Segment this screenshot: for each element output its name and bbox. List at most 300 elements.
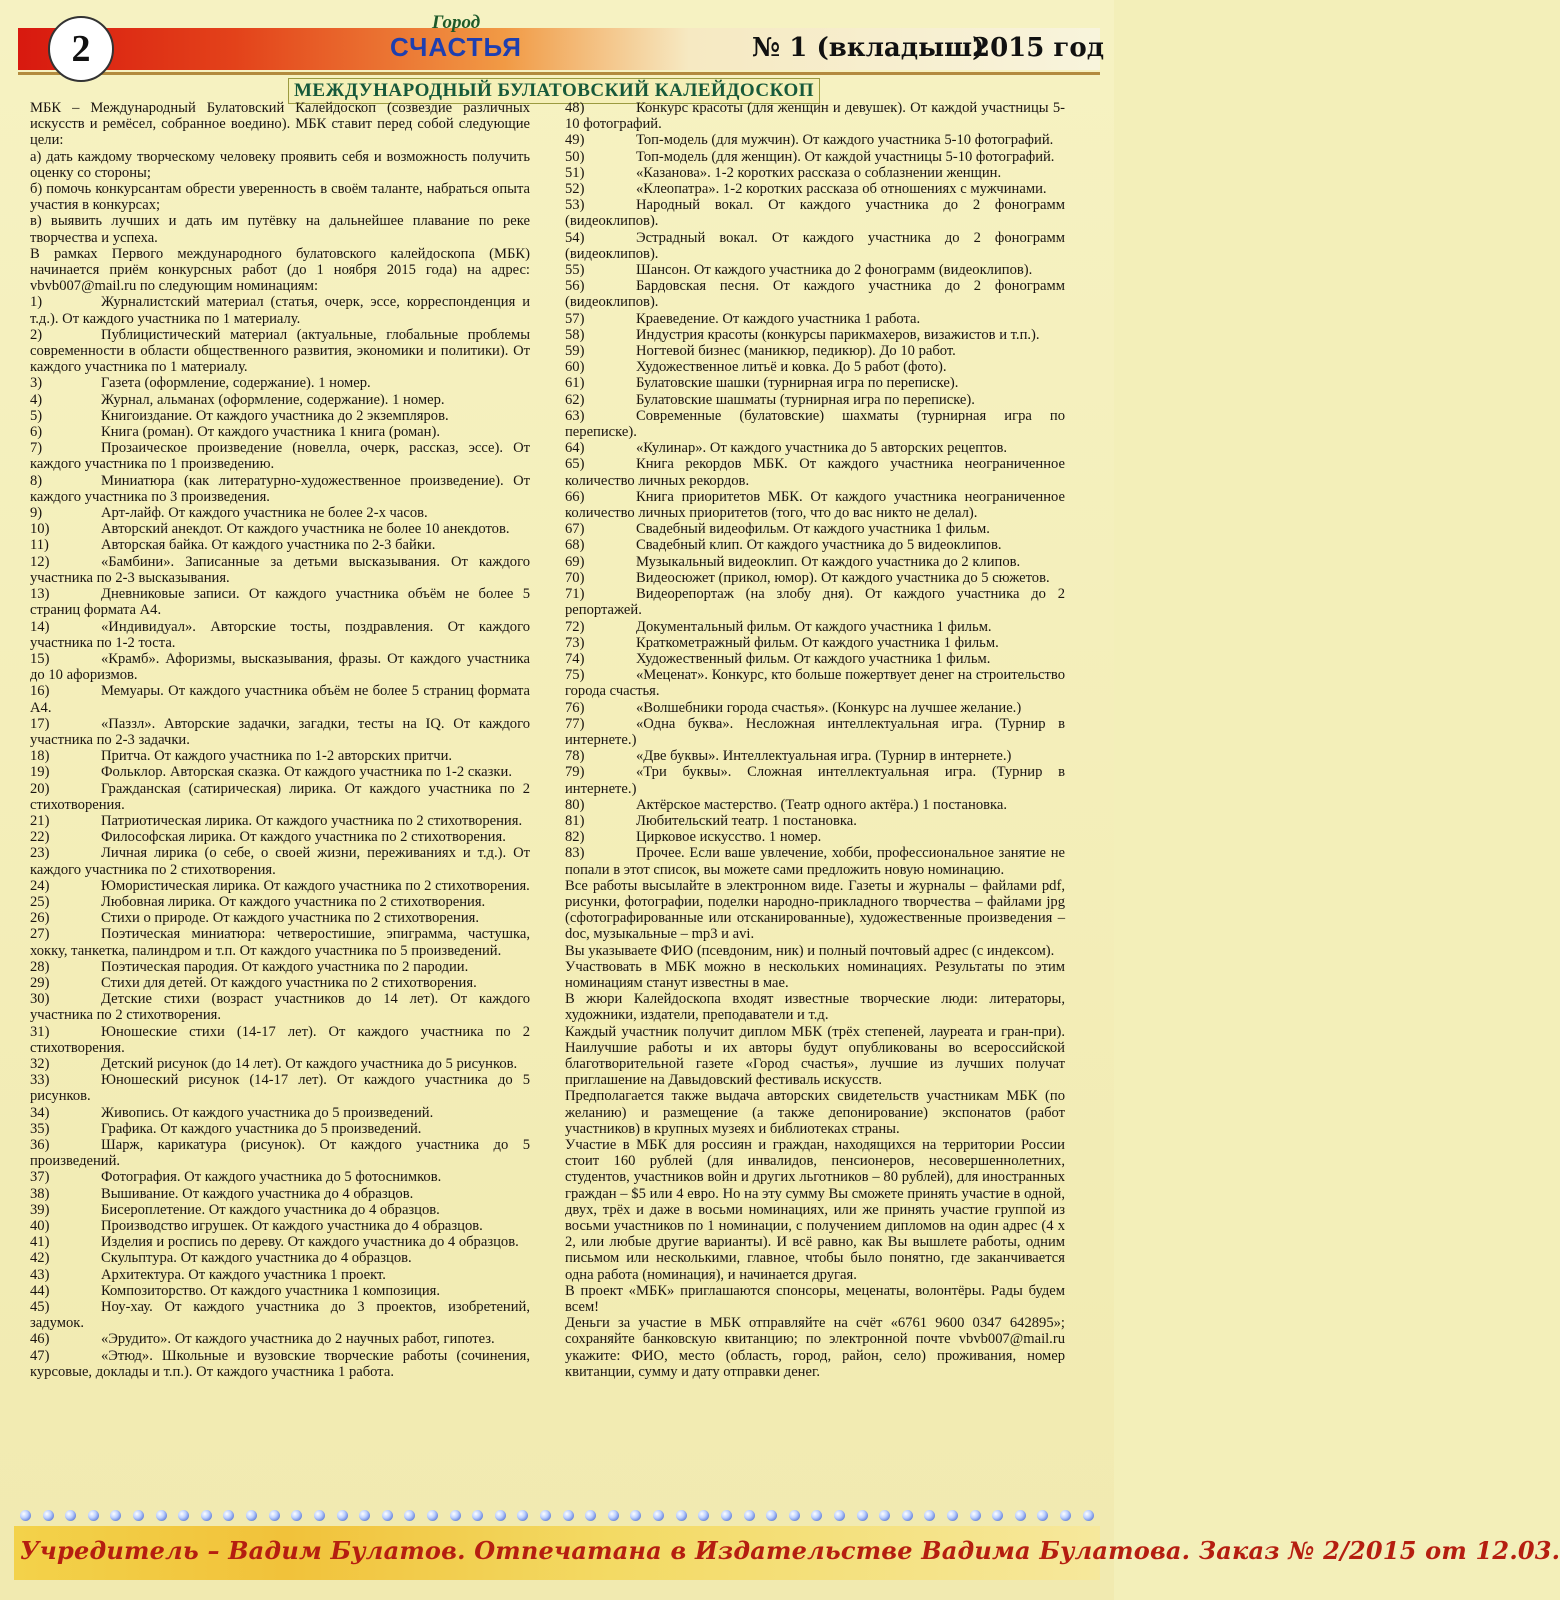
nomination-number: 83) xyxy=(565,845,585,862)
decorative-dot xyxy=(1015,1510,1026,1521)
left-column xyxy=(30,100,530,1380)
nomination-number: 1) xyxy=(30,294,43,311)
nomination-number: 9) xyxy=(30,505,43,522)
nomination-item xyxy=(565,197,1065,229)
nomination-item xyxy=(565,408,1065,440)
nomination-number: 48) xyxy=(565,100,585,116)
nomination-text: «Крамб». Афоризмы, высказывания, фразы. От каждого участника до 10 афоризмов. xyxy=(30,650,530,684)
nomination-list-right xyxy=(565,100,1065,878)
nomination-number: 36) xyxy=(30,1137,50,1153)
nomination-text: Газета (оформление, содержание). 1 номер. xyxy=(101,375,371,392)
nomination-text: Шарж, карикатура (рисунок). От каждого участника до 5 произведений. xyxy=(30,1137,530,1170)
nomination-text: Гражданская (сатирическая) лирика. От каждого участника по 2 стихотворения. xyxy=(30,780,530,813)
nomination-number: 66) xyxy=(565,488,585,505)
nomination-item xyxy=(30,586,530,618)
nomination-text: Скульптура. От каждого участника до 4 образцов. xyxy=(101,1250,412,1267)
nomination-text: «Паззл». Авторские задачки, загадки, тесты на IQ. От каждого участника по 2-3 задачки. xyxy=(30,715,530,748)
nomination-text: Любовная лирика. От каждого участника по 2 стихотворения. xyxy=(101,893,486,910)
decorative-dot xyxy=(20,1510,31,1521)
nomination-item xyxy=(30,1250,530,1266)
closing-paragraph: Участие в МБК для россиян и граждан, находящихся на территории России стоит 160 рублей (для инвалидов, пенсионеров, несовершеннолетних, студентов, участников войн и других льготников – 80 рублей), для иностранных граждан – $5 или 4 евро. Но на эту сумму Вы сможете принять участие в одной, двух, трёх и даже в восьми номинациях, или же принять участие группой из восьми участников по 1 номинации, с получением дипломов на один адрес (4 х 2, или любые другие варианты). И всё равно, как Вы вышлете работы, одним письмом или несколькими, главное, чтобы было понятно, где заканчивается одна работа (номинация), и начинается другая. xyxy=(565,1137,1065,1283)
nomination-number: 25) xyxy=(30,893,50,910)
nomination-text: «Бамбини». Записанные за детьми высказывания. От каждого участника по 2-3 высказывания. xyxy=(30,553,530,586)
nomination-text: «Две буквы». Интеллектуальная игра. (Турнир в интернете.) xyxy=(636,748,1012,765)
nomination-number: 7) xyxy=(30,440,43,457)
nomination-number: 78) xyxy=(565,748,585,765)
closing-paragraph: В жюри Калейдоскопа входят известные творческие люди: литераторы, художники, издатели, преподаватели и т.д. xyxy=(565,991,1065,1024)
nomination-item xyxy=(565,716,1065,748)
nomination-item xyxy=(30,683,530,715)
nomination-text: Патриотическая лирика. От каждого участника по 2 стихотворения. xyxy=(101,812,523,829)
nomination-number: 13) xyxy=(30,586,50,603)
decorative-dot xyxy=(269,1510,280,1521)
nomination-item xyxy=(565,813,1065,829)
intro-paragraph: б) помочь конкурсантам обрести уверенность в своём таланте, набраться опыта участия в конкурсах; xyxy=(30,181,530,214)
nomination-text: Эстрадный вокал. От каждого участника до 2 фонограмм (видеоклипов). xyxy=(565,229,1065,262)
nomination-text: Свадебный клип. От каждого участника до 5 видеоклипов. xyxy=(636,537,1002,554)
nomination-number: 44) xyxy=(30,1282,50,1299)
nomination-text: Юношеские стихи (14-17 лет). От каждого участника по 2 стихотворения. xyxy=(30,1023,530,1056)
nomination-item xyxy=(30,926,530,958)
nomination-item xyxy=(565,667,1065,699)
nomination-number: 80) xyxy=(565,796,585,813)
article-title: МЕЖДУНАРОДНЫЙ БУЛАТОВСКИЙ КАЛЕЙДОСКОП xyxy=(288,78,820,104)
nomination-number: 46) xyxy=(30,1331,50,1348)
closing-paragraph: Вы указываете ФИО (псевдоним, ник) и полный почтовый адрес (с индексом). xyxy=(565,942,1055,959)
nomination-number: 50) xyxy=(565,148,585,165)
decorative-dot xyxy=(1060,1510,1071,1521)
nomination-number: 52) xyxy=(565,181,585,198)
nomination-text: Композиторство. От каждого участника 1 композиция. xyxy=(101,1282,441,1299)
decorative-dot xyxy=(834,1510,845,1521)
nomination-number: 16) xyxy=(30,683,50,700)
intro-paragraph: а) дать каждому творческому человеку проявить себя и возможность получить оценку со стороны; xyxy=(30,148,530,181)
nomination-number: 74) xyxy=(565,650,585,667)
nomination-item xyxy=(30,651,530,683)
nomination-number: 57) xyxy=(565,310,585,327)
nomination-item xyxy=(30,440,530,472)
nomination-text: Документальный фильм. От каждого участника 1 фильм. xyxy=(636,618,992,635)
nomination-number: 51) xyxy=(565,164,585,181)
nomination-number: 35) xyxy=(30,1120,50,1137)
nomination-item xyxy=(30,894,530,910)
nomination-text: Миниатюра (как литературно-художественное произведение). От каждого участника по 3 произведения. xyxy=(30,472,530,505)
closing-paragraph: Деньги за участие в МБК отправляйте на счёт «6761 9600 0347 642895»; сохраняйте банковскую квитанцию; по электронной почте vbvb007@mail.ru укажите: ФИО, место (область, город, район, село) проживания, номер квитанции, сумму и дату отправки денег. xyxy=(565,1315,1065,1380)
nomination-item xyxy=(565,489,1065,521)
decorative-dot xyxy=(789,1510,800,1521)
nomination-number: 65) xyxy=(565,456,585,473)
nomination-text: Топ-модель (для мужчин). От каждого участника 5-10 фотографий. xyxy=(636,132,1054,149)
nomination-text: Вышивание. От каждого участника до 4 образцов. xyxy=(101,1185,414,1202)
decorative-dot xyxy=(902,1510,913,1521)
nomination-item xyxy=(565,343,1065,359)
nomination-text: «Меценат». Конкурс, кто больше пожертвует денег на строительство города счастья. xyxy=(565,667,1065,700)
decorative-dot xyxy=(133,1510,144,1521)
nomination-text: Юношеский рисунок (14-17 лет). От каждого участника до 5 рисунков. xyxy=(30,1072,530,1105)
nomination-item xyxy=(565,165,1065,181)
nomination-number: 6) xyxy=(30,424,43,441)
decorative-dot xyxy=(608,1510,619,1521)
nomination-item xyxy=(565,797,1065,813)
nomination-number: 82) xyxy=(565,829,585,846)
nomination-number: 56) xyxy=(565,278,585,295)
decorative-dot xyxy=(201,1510,212,1521)
nomination-number: 40) xyxy=(30,1218,50,1235)
nomination-number: 67) xyxy=(565,521,585,538)
nomination-text: Бисероплетение. От каждого участника до 4 образцов. xyxy=(101,1201,440,1218)
nomination-text: Топ-модель (для женщин). От каждой участницы 5-10 фотографий. xyxy=(636,148,1055,165)
nomination-number: 22) xyxy=(30,829,50,846)
newspaper-logo xyxy=(384,12,520,62)
nomination-item xyxy=(30,505,530,521)
decorative-dot xyxy=(630,1510,641,1521)
decorative-dot xyxy=(721,1510,732,1521)
nomination-number: 69) xyxy=(565,553,585,570)
nomination-item xyxy=(565,327,1065,343)
nomination-list-left xyxy=(30,294,530,1380)
decorative-dot xyxy=(517,1510,528,1521)
nomination-number: 70) xyxy=(565,569,585,586)
nomination-text: Книгоиздание. От каждого участника до 2 экземпляров. xyxy=(101,407,449,424)
nomination-number: 43) xyxy=(30,1266,50,1283)
issue-number: № 1 (вкладыш) xyxy=(752,33,985,63)
nomination-text: Актёрское мастерство. (Театр одного актёра.) 1 постановка. xyxy=(636,796,1008,813)
nomination-item xyxy=(30,1105,530,1121)
nomination-item xyxy=(30,991,530,1023)
nomination-text: Цирковое искусство. 1 номер. xyxy=(636,829,822,846)
nomination-item xyxy=(30,910,530,926)
nomination-text: Ногтевой бизнес (маникюр, педикюр). До 10 работ. xyxy=(636,343,956,360)
nomination-number: 63) xyxy=(565,407,585,424)
nomination-item xyxy=(565,392,1065,408)
nomination-text: Фотография. От каждого участника до 5 фотоснимков. xyxy=(101,1169,442,1186)
nomination-number: 72) xyxy=(565,618,585,635)
nomination-text: «Этюд». Школьные и вузовские творческие работы (сочинения, курсовые, доклады и т.п.). От каждого участника 1 работа. xyxy=(30,1347,530,1380)
nomination-text: «Клеопатра». 1-2 коротких рассказа об отношениях с мужчинами. xyxy=(636,181,1047,198)
decorative-dot xyxy=(246,1510,257,1521)
nomination-number: 11) xyxy=(30,537,49,554)
decorative-dot xyxy=(178,1510,189,1521)
nomination-text: Журнал, альманах (оформление, содержание). 1 номер. xyxy=(101,391,445,408)
intro-paragraph: В рамках Первого международного булатовского калейдоскопа (МБК) начинается приём конкурсных работ (до 1 ноября 2015 года) на адрес: vbvb007@mail.ru по следующим номинациям: xyxy=(30,245,530,295)
nomination-number: 18) xyxy=(30,748,50,765)
decorative-dot xyxy=(766,1510,777,1521)
nomination-item xyxy=(565,554,1065,570)
decorative-dot xyxy=(1083,1510,1094,1521)
nomination-text: Архитектура. От каждого участника 1 проект. xyxy=(101,1266,386,1283)
nomination-item xyxy=(30,392,530,408)
decorative-dot xyxy=(970,1510,981,1521)
decorative-dot xyxy=(947,1510,958,1521)
nomination-text: «Три буквы». Сложная интеллектуальная игра. (Турнир в интернете.) xyxy=(565,764,1065,797)
nomination-number: 12) xyxy=(30,553,50,570)
nomination-text: Авторский анекдот. От каждого участника не более 10 анекдотов. xyxy=(101,521,510,538)
nomination-number: 2) xyxy=(30,326,43,343)
nomination-text: «Волшебники города счастья». (Конкурс на лучшее желание.) xyxy=(636,699,1022,716)
decorative-dot xyxy=(676,1510,687,1521)
nomination-text: Мемуары. От каждого участника объём не более 5 страниц формата А4. xyxy=(30,683,530,716)
nomination-text: Художественный фильм. От каждого участника 1 фильм. xyxy=(636,650,991,667)
nomination-number: 60) xyxy=(565,359,585,376)
nomination-number: 53) xyxy=(565,197,585,214)
nomination-item xyxy=(30,1218,530,1234)
nomination-text: «Индивидуал». Авторские тосты, поздравления. От каждого участника по 1-2 тоста. xyxy=(30,618,530,651)
decorative-dot xyxy=(1037,1510,1048,1521)
decorative-dot xyxy=(359,1510,370,1521)
decorative-dot xyxy=(698,1510,709,1521)
decorative-dot xyxy=(924,1510,935,1521)
nomination-item xyxy=(565,570,1065,586)
nomination-item xyxy=(565,230,1065,262)
nomination-item xyxy=(30,1169,530,1185)
nomination-text: Книга рекордов МБК. От каждого участника неограниченное количество личных рекордов. xyxy=(565,456,1065,489)
nomination-number: 15) xyxy=(30,650,50,667)
nomination-item xyxy=(30,554,530,586)
nomination-text: Стихи о природе. От каждого участника по 2 стихотворения. xyxy=(101,910,480,927)
nomination-text: Современные (булатовские) шахматы (турнирная игра по переписке). xyxy=(565,407,1065,441)
decorative-dot xyxy=(879,1510,890,1521)
nomination-text: Бардовская песня. От каждого участника до 2 фонограмм (видеоклипов). xyxy=(565,278,1065,311)
nomination-number: 39) xyxy=(30,1201,50,1218)
nomination-text: Производство игрушек. От каждого участника до 4 образцов. xyxy=(101,1218,483,1235)
nomination-number: 28) xyxy=(30,958,50,975)
decorative-dot xyxy=(110,1510,121,1521)
decorative-dot xyxy=(744,1510,755,1521)
nomination-item xyxy=(565,456,1065,488)
nomination-text: Видеорепортаж (на злобу дня). От каждого участника до 2 репортажей. xyxy=(565,586,1065,619)
nomination-text: Книга приоритетов МБК. От каждого участника неограниченное количество личных приоритетов (того, что до вас никто не делал). xyxy=(565,488,1065,522)
closing-paragraph: В проект «МБК» приглашаются спонсоры, меценаты, волонтёры. Рады будем всем! xyxy=(565,1282,1065,1316)
nomination-item xyxy=(30,1299,530,1331)
nomination-text: Видеосюжет (прикол, юмор). От каждого участника до 5 сюжетов. xyxy=(636,569,1050,586)
nomination-text: Публицистический материал (актуальные, глобальные проблемы современности в области общественного развития, экономики и политики). От каждого участника по 1 материалу. xyxy=(30,326,530,376)
nomination-text: Живопись. От каждого участника до 5 произведений. xyxy=(101,1104,434,1121)
nomination-text: Прочее. Если ваше увлечение, хобби, профессиональное занятие не попали в этот список, вы можете сами предложить новую номинацию. xyxy=(565,845,1065,878)
decorative-dot xyxy=(156,1510,167,1521)
nomination-item xyxy=(30,1234,530,1250)
nomination-number: 61) xyxy=(565,375,585,392)
nomination-text: Художественное литьё и ковка. До 5 работ (фото). xyxy=(636,359,947,376)
nomination-item xyxy=(565,262,1065,278)
nomination-number: 38) xyxy=(30,1185,50,1202)
nomination-text: Личная лирика (о себе, о своей жизни, переживаниях и т.д.). От каждого участника по 2 стихотворения. xyxy=(30,845,530,878)
nomination-item xyxy=(30,1331,530,1347)
nomination-item xyxy=(30,781,530,813)
nomination-number: 47) xyxy=(30,1347,50,1364)
decorative-dot xyxy=(495,1510,506,1521)
nomination-text: Народный вокал. От каждого участника до 2 фонограмм (видеоклипов). xyxy=(565,197,1065,230)
nomination-number: 24) xyxy=(30,877,50,894)
logo-line2: СЧАСТЬЯ xyxy=(390,32,522,62)
nomination-text: Краткометражный фильм. От каждого участника 1 фильм. xyxy=(636,634,999,651)
nomination-item xyxy=(30,829,530,845)
nomination-item xyxy=(30,716,530,748)
nomination-item xyxy=(30,764,530,780)
nomination-number: 73) xyxy=(565,634,585,651)
nomination-item xyxy=(30,375,530,391)
issue-year: 2015 год xyxy=(972,33,1105,63)
closing-paragraph: Участвовать в МБК можно в нескольких номинациях. Результаты по этим номинациям станут известны в мае. xyxy=(565,958,1065,991)
decorative-dot xyxy=(314,1510,325,1521)
nomination-number: 37) xyxy=(30,1169,50,1186)
nomination-item xyxy=(30,1121,530,1137)
nomination-item xyxy=(565,100,1065,132)
decorative-dot xyxy=(88,1510,99,1521)
decorative-dot xyxy=(291,1510,302,1521)
logo-line1: Город xyxy=(432,12,481,33)
nomination-text: Журналистский материал (статья, очерк, эссе, корреспонденция и т.д.). От каждого участника по 1 материалу. xyxy=(30,294,530,327)
decorative-dot xyxy=(653,1510,664,1521)
nomination-number: 5) xyxy=(30,407,43,424)
nomination-text: Арт-лайф. От каждого участника не более 2-х часов. xyxy=(101,505,428,522)
nomination-number: 8) xyxy=(30,472,43,489)
nomination-text: Поэтическая пародия. От каждого участника по 2 пародии. xyxy=(101,958,469,975)
decorative-dot xyxy=(585,1510,596,1521)
nomination-text: Булатовские шашматы (турнирная игра по переписке). xyxy=(636,391,975,408)
closing-paragraph: Все работы высылайте в электронном виде. Газеты и журналы – файлами pdf, рисунки, фотографии, поделки народно-прикладного творчества – файлами jpg (сфотографированные или отсканированные), художественные произведения – doc, музыкальные – mp3 и avi. xyxy=(565,877,1065,943)
decorative-dot xyxy=(65,1510,76,1521)
intro-paragraph: в) выявить лучших и дать им путёвку на дальнейшее плавание по реке творчества и успеха. xyxy=(30,213,530,246)
nomination-number: 62) xyxy=(565,391,585,408)
right-column xyxy=(565,100,1065,1380)
nomination-item xyxy=(30,294,530,326)
nomination-number: 75) xyxy=(565,667,585,684)
nomination-number: 42) xyxy=(30,1250,50,1267)
nomination-number: 58) xyxy=(565,326,585,343)
nomination-text: Стихи для детей. От каждого участника по 2 стихотворения. xyxy=(101,974,477,991)
nomination-item xyxy=(565,845,1065,877)
nomination-item xyxy=(30,1283,530,1299)
nomination-text: Детский рисунок (до 14 лет). От каждого участника до 5 рисунков. xyxy=(101,1055,518,1072)
nomination-item xyxy=(30,537,530,553)
decorative-dot xyxy=(472,1510,483,1521)
nomination-text: Ноу-хау. От каждого участника до 3 проектов, изобретений, задумок. xyxy=(30,1299,530,1332)
nomination-text: Изделия и роспись по дереву. От каждого участника до 4 образцов. xyxy=(101,1234,519,1251)
nomination-item xyxy=(565,311,1065,327)
nomination-number: 81) xyxy=(565,812,585,829)
decorative-dot xyxy=(450,1510,461,1521)
nomination-text: Философская лирика. От каждого участника по 2 стихотворения. xyxy=(101,829,506,846)
nomination-text: Фольклор. Авторская сказка. От каждого участника по 1-2 сказки. xyxy=(101,764,512,781)
nomination-item xyxy=(30,408,530,424)
nomination-item xyxy=(565,278,1065,310)
nomination-item xyxy=(565,359,1065,375)
nomination-item xyxy=(30,878,530,894)
nomination-text: «Одна буква». Несложная интеллектуальная игра. (Турнир в интернете.) xyxy=(565,715,1065,748)
nomination-number: 31) xyxy=(30,1023,50,1040)
nomination-text: Индустрия красоты (конкурсы парикмахеров, визажистов и т.п.). xyxy=(636,326,1040,343)
nomination-item xyxy=(30,1202,530,1218)
nomination-text: Шансон. От каждого участника до 2 фонограмм (видеоклипов). xyxy=(636,262,1033,279)
decorative-dot xyxy=(563,1510,574,1521)
nomination-item xyxy=(30,473,530,505)
nomination-item xyxy=(565,651,1065,667)
nomination-item xyxy=(565,700,1065,716)
nomination-text: Любительский театр. 1 постановка. xyxy=(636,812,857,829)
nomination-item xyxy=(30,845,530,877)
decorative-dot xyxy=(404,1510,415,1521)
nomination-number: 45) xyxy=(30,1299,50,1316)
nomination-number: 20) xyxy=(30,780,50,797)
decorative-dot xyxy=(337,1510,348,1521)
nomination-text: Музыкальный видеоклип. От каждого участника до 2 клипов. xyxy=(636,553,1021,570)
nomination-item xyxy=(30,1024,530,1056)
nomination-item xyxy=(565,132,1065,148)
nomination-item xyxy=(565,537,1065,553)
decorative-dot-row xyxy=(20,1506,1094,1524)
nomination-item xyxy=(30,959,530,975)
decorative-dot xyxy=(223,1510,234,1521)
nomination-item xyxy=(565,764,1065,796)
nomination-item xyxy=(30,1186,530,1202)
nomination-text: Юмористическая лирика. От каждого участника по 2 стихотворения. xyxy=(101,877,530,894)
nomination-text: Конкурс красоты (для женщин и девушек). От каждой участницы 5-10 фотографий. xyxy=(565,100,1065,133)
nomination-item xyxy=(565,829,1065,845)
decorative-dot xyxy=(382,1510,393,1521)
nomination-number: 14) xyxy=(30,618,50,635)
nomination-text: Графика. От каждого участника до 5 произведений. xyxy=(101,1120,422,1137)
nomination-number: 79) xyxy=(565,764,585,781)
nomination-number: 77) xyxy=(565,715,585,732)
nomination-item xyxy=(30,424,530,440)
nomination-item xyxy=(30,1267,530,1283)
nomination-text: Булатовские шашки (турнирная игра по переписке). xyxy=(636,375,959,392)
nomination-text: Краеведение. От каждого участника 1 работа. xyxy=(636,310,921,327)
nomination-number: 49) xyxy=(565,132,585,149)
closing-paragraph: Предполагается также выдача авторских свидетельств участникам МБК (по желанию) и размещение (а также депонирование) экспонатов (работ участников) в крупных музеях и библиотеках страны. xyxy=(565,1088,1065,1137)
nomination-number: 76) xyxy=(565,699,585,716)
nomination-text: Детские стихи (возраст участников до 14 лет). От каждого участника по 2 стихотворения. xyxy=(30,991,530,1024)
nomination-number: 71) xyxy=(565,586,585,603)
nomination-text: «Казанова». 1-2 коротких рассказа о соблазнении женщин. xyxy=(636,164,1002,181)
nomination-number: 41) xyxy=(30,1234,50,1251)
nomination-number: 3) xyxy=(30,375,43,392)
nomination-number: 19) xyxy=(30,764,50,781)
nomination-item xyxy=(30,1348,530,1380)
nomination-text: Авторская байка. От каждого участника по 2-3 байки. xyxy=(101,537,436,554)
nomination-number: 34) xyxy=(30,1104,50,1121)
nomination-item xyxy=(565,619,1065,635)
decorative-dot xyxy=(427,1510,438,1521)
nomination-number: 21) xyxy=(30,812,50,829)
nomination-item xyxy=(565,635,1065,651)
nomination-item xyxy=(565,181,1065,197)
decorative-dot xyxy=(857,1510,868,1521)
nomination-item xyxy=(565,440,1065,456)
nomination-number: 68) xyxy=(565,537,585,554)
nomination-number: 55) xyxy=(565,262,585,279)
header-divider xyxy=(18,72,1100,75)
nomination-item xyxy=(30,327,530,376)
nomination-item xyxy=(30,619,530,651)
decorative-dot xyxy=(992,1510,1003,1521)
nomination-text: «Кулинар». От каждого участника до 5 авторских рецептов. xyxy=(636,440,1008,457)
nomination-text: Свадебный видеофильм. От каждого участника 1 фильм. xyxy=(636,521,990,538)
nomination-item xyxy=(565,149,1065,165)
nomination-item xyxy=(30,1137,530,1169)
nomination-text: Прозаическое произведение (новелла, очерк, рассказ, эссе). От каждого участника по 1 произведению. xyxy=(30,440,530,473)
nomination-item xyxy=(565,748,1065,764)
nomination-text: Притча. От каждого участника по 1-2 авторских притчи. xyxy=(101,748,453,765)
intro-paragraph: МБК – Международный Булатовский Калейдоскоп (созвездие различных искусств и ремёсел, собранное воедино). МБК ставит перед собой следующие цели: xyxy=(30,100,530,149)
decorative-dot xyxy=(811,1510,822,1521)
nomination-item xyxy=(565,521,1065,537)
closing-paragraph: Каждый участник получит диплом МБК (трёх степеней, лауреата и гран-при). Наилучшие работы и их авторы будут опубликованы во всероссийской благотворительной газете «Город счастья», лучшие из лучших получат приглашение на Давыдовский фестиваль искусств. xyxy=(565,1023,1065,1089)
nomination-item xyxy=(565,375,1065,391)
nomination-number: 59) xyxy=(565,343,585,360)
nomination-text: Дневниковые записи. От каждого участника объём не более 5 страниц формата А4. xyxy=(30,586,530,619)
nomination-number: 17) xyxy=(30,715,50,732)
